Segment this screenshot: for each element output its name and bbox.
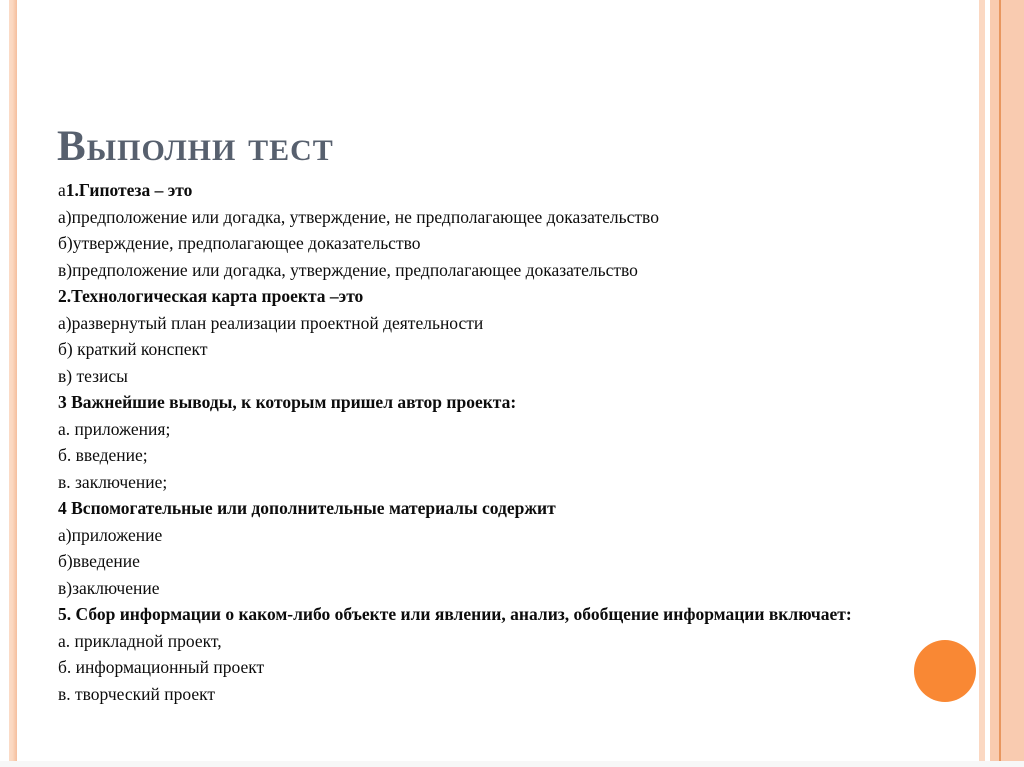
right-border-band-line — [999, 0, 1001, 767]
test-line — [58, 389, 938, 416]
test-line-segment: б)утверждение, предполагающее доказательство — [58, 233, 421, 253]
test-line — [58, 416, 938, 443]
test-line — [58, 336, 938, 363]
test-line — [58, 230, 938, 257]
test-line — [58, 204, 938, 231]
test-line-segment: б)введение — [58, 551, 140, 571]
test-line — [58, 681, 938, 708]
slide-title: Выполни тест — [57, 122, 334, 170]
test-line-segment: б. информационный проект — [58, 657, 265, 677]
test-line — [58, 257, 938, 284]
test-line-segment: а)приложение — [58, 524, 163, 545]
test-line-segment: 4 Вспомогательные или дополнительные материалы содержит — [58, 498, 556, 518]
test-line-segment: б. введение; — [58, 445, 148, 465]
test-line-segment: 2.Технологическая карта проекта –это — [58, 286, 364, 306]
test-line — [58, 363, 938, 390]
test-line — [58, 283, 938, 310]
right-border-band — [990, 0, 1024, 767]
test-line — [58, 654, 938, 681]
test-line — [58, 522, 938, 549]
test-line-segment: 1.Гипотеза – это — [65, 180, 193, 200]
left-border-stripe — [9, 0, 17, 767]
test-line-segment: а — [58, 180, 66, 200]
test-line — [58, 628, 938, 655]
test-line-segment: а)предположение или догадка, утверждение, не предполагающее доказательство — [58, 206, 659, 227]
test-line — [58, 548, 938, 575]
test-line-segment: а)развернутый план реализации проектной деятельности — [58, 312, 484, 333]
test-line-segment: в)заключение — [58, 577, 160, 598]
test-line — [58, 495, 938, 522]
test-line — [58, 177, 938, 204]
test-line-segment: в. творческий проект — [58, 683, 216, 704]
right-thin-border-stripe — [979, 0, 985, 767]
test-body — [58, 177, 938, 707]
test-line-segment: в) тезисы — [58, 365, 128, 386]
test-line-segment: а. прикладной проект, — [58, 630, 222, 651]
test-line-segment: 5. Сбор информации о каком-либо объекте или явлении, анализ, обобщение информации включает: — [58, 604, 852, 624]
test-line-segment: б) краткий конспект — [58, 339, 208, 359]
test-line — [58, 310, 938, 337]
test-line — [58, 469, 938, 496]
test-line-segment: в. заключение; — [58, 471, 168, 492]
test-line — [58, 575, 938, 602]
test-line — [58, 442, 938, 469]
test-line-segment: в)предположение или догадка, утверждение, предполагающее доказательство — [58, 259, 638, 280]
bottom-edge-strip — [0, 761, 1024, 767]
test-line — [58, 601, 938, 628]
test-line-segment: 3 Важнейшие выводы, к которым пришел автор проекта: — [58, 392, 517, 412]
test-line-segment: а. приложения; — [58, 418, 171, 439]
